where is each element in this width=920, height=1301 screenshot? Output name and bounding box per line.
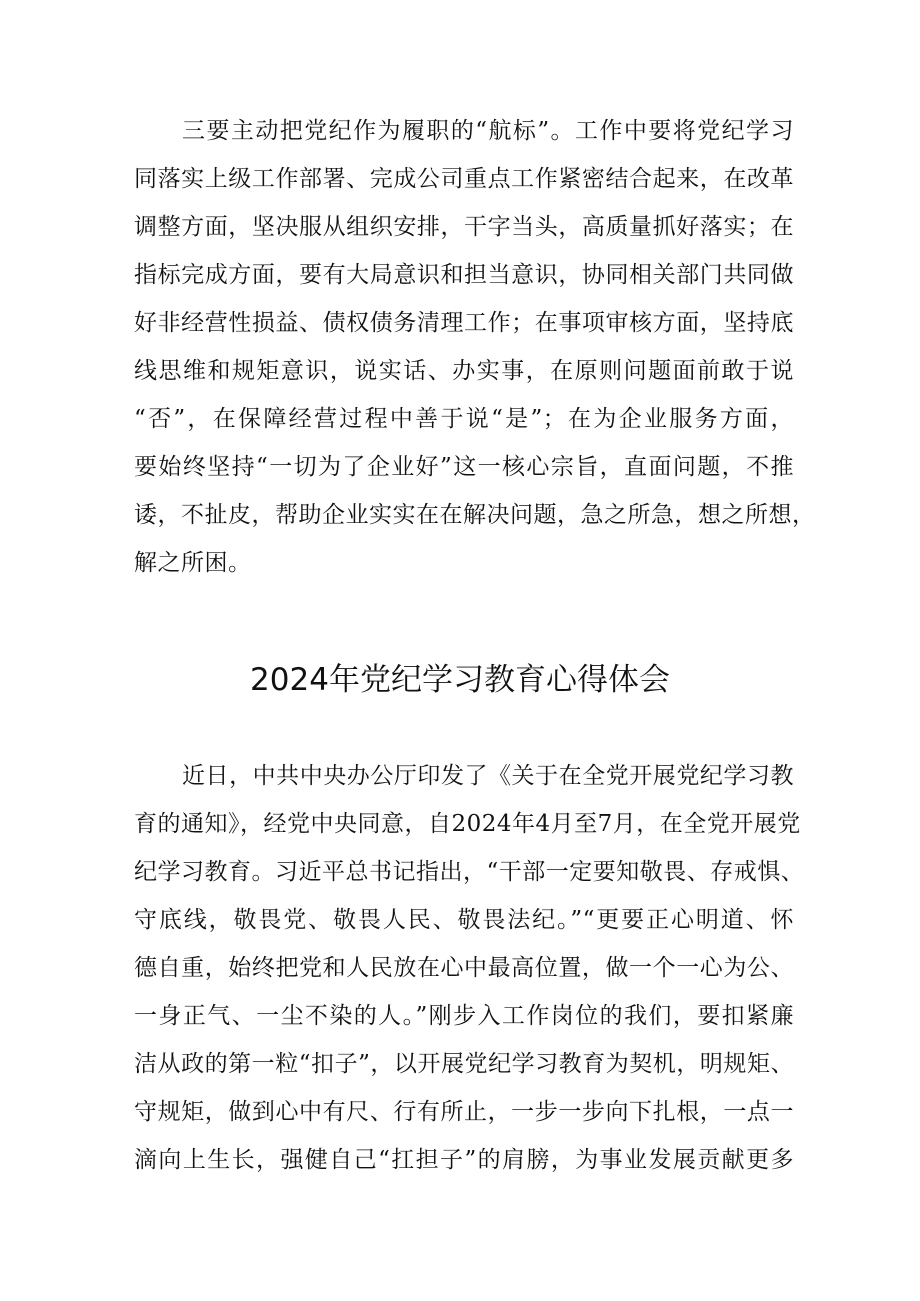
paragraph-1-line-1: 三要主动把党纪作为履职的“航标”。工作中要将党纪学习 (182, 118, 794, 144)
paragraph-2-line-2: 育的通知》，经党中央同意，自2024年4月至7月，在全党开展党 (134, 811, 801, 837)
paragraph-2-line-5: 德自重，始终把党和人民放在心中最高位置，做一个一心为公、 (134, 955, 794, 981)
paragraph-2-line-9: 滴向上生长，强健自己“扛担子”的肩膀，为事业发展贡献更多 (134, 1147, 794, 1173)
paragraph-1-line-2: 同落实上级工作部署、完成公司重点工作紧密结合起来，在改革 (134, 166, 794, 192)
paragraph-1-line-4: 指标完成方面，要有大局意识和担当意识，协同相关部门共同做 (134, 262, 794, 288)
paragraph-2 (134, 752, 805, 1184)
paragraph-1-line-7: “否”，在保障经营过程中善于说“是”；在为企业服务方面， (134, 406, 794, 432)
paragraph-1-line-8: 要始终坚持“一切为了企业好”这一核心宗旨，直面问题，不推 (134, 454, 794, 480)
paragraph-1-line-3: 调整方面，坚决服从组织安排，干字当头，高质量抓好落实；在 (134, 214, 794, 240)
paragraph-2-line-1: 近日，中共中央办公厅印发了《关于在全党开展党纪学习教 (182, 763, 794, 789)
paragraph-1-line-9: 诿，不扯皮，帮助企业实实在在解决问题，急之所急，想之所想， (134, 502, 816, 528)
paragraph-2-line-8: 守规矩，做到心中有尺、行有所止，一步一步向下扎根，一点一 (134, 1099, 794, 1125)
paragraph-1-line-6: 线思维和规矩意识，说实话、办实事，在原则问题面前敢于说 (134, 358, 794, 384)
paragraph-1 (134, 107, 816, 587)
paragraph-2-line-4: 守底线，敬畏党、敬畏人民、敬畏法纪。”“更要正心明道、怀 (134, 907, 794, 933)
paragraph-2-line-6: 一身正气、一尘不染的人。”刚步入工作岗位的我们，要扣紧廉 (134, 1003, 794, 1029)
paragraph-1-line-5: 好非经营性损益、债权债务清理工作；在事项审核方面，坚持底 (134, 310, 794, 336)
document-title: 2024年党纪学习教育心得体会 (250, 662, 670, 698)
paragraph-2-line-7: 洁从政的第一粒“扣子”，以开展党纪学习教育为契机，明规矩、 (134, 1051, 794, 1077)
paragraph-2-line-3: 纪学习教育。习近平总书记指出，“干部一定要知敬畏、存戒惧、 (134, 859, 805, 885)
paragraph-1-line-10: 解之所困。 (134, 550, 252, 576)
